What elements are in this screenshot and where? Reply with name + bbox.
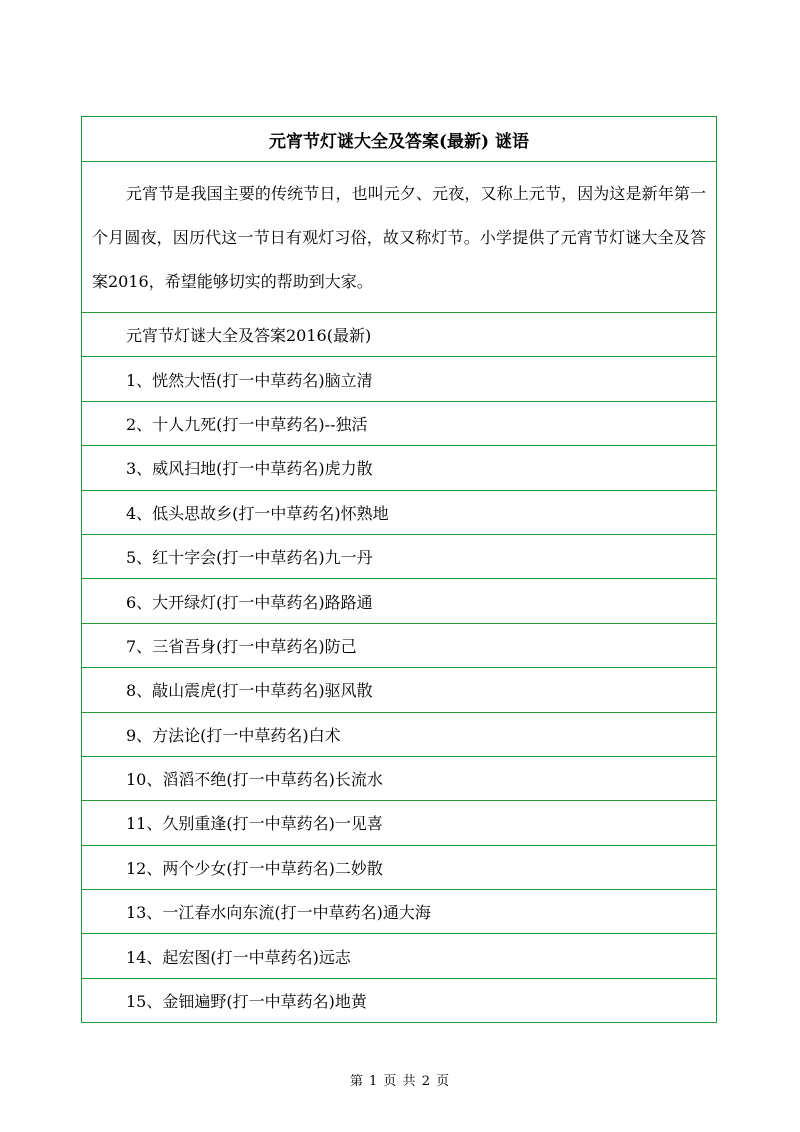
riddle-item: 11、久别重逢(打一中草药名)一见喜: [82, 800, 716, 844]
riddle-item: 4、低头思故乡(打一中草药名)怀熟地: [82, 490, 716, 534]
riddle-item: 1、恍然大悟(打一中草药名)脑立清: [82, 356, 716, 400]
riddle-item: 10、滔滔不绝(打一中草药名)长流水: [82, 756, 716, 800]
riddle-item: 9、方法论(打一中草药名)白术: [82, 712, 716, 756]
riddle-table: [81, 116, 717, 1023]
riddle-item: 13、一江春水向东流(打一中草药名)通大海: [82, 889, 716, 933]
document-title: 元宵节灯谜大全及答案(最新) 谜语: [268, 131, 529, 152]
riddle-item: 6、大开绿灯(打一中草药名)路路通: [82, 578, 716, 622]
riddle-item: 12、两个少女(打一中草药名)二妙散: [82, 845, 716, 889]
page-number-footer: 第 1 页 共 2 页: [349, 1074, 451, 1089]
riddle-item: 7、三省吾身(打一中草药名)防己: [82, 623, 716, 667]
riddle-item: 14、起宏图(打一中草药名)远志: [82, 933, 716, 977]
riddle-item: 15、金钿遍野(打一中草药名)地黄: [82, 978, 716, 1022]
section-subtitle: 元宵节灯谜大全及答案2016(最新): [82, 312, 716, 356]
riddle-item: 2、十人九死(打一中草药名)--独活: [82, 401, 716, 445]
intro-paragraph: 元宵节是我国主要的传统节日，也叫元夕、元夜，又称上元节，因为这是新年第一个月圆夜，因历代这一节日有观灯习俗，故又称灯节。小学提供了元宵节灯谜大全及答案2016，希望能够切实的帮助到大家。: [82, 161, 716, 312]
riddle-item: 3、威风扫地(打一中草药名)虎力散: [82, 445, 716, 489]
riddle-item: 8、敲山震虎(打一中草药名)驱风散: [82, 667, 716, 711]
riddle-item: 5、红十字会(打一中草药名)九一丹: [82, 534, 716, 578]
